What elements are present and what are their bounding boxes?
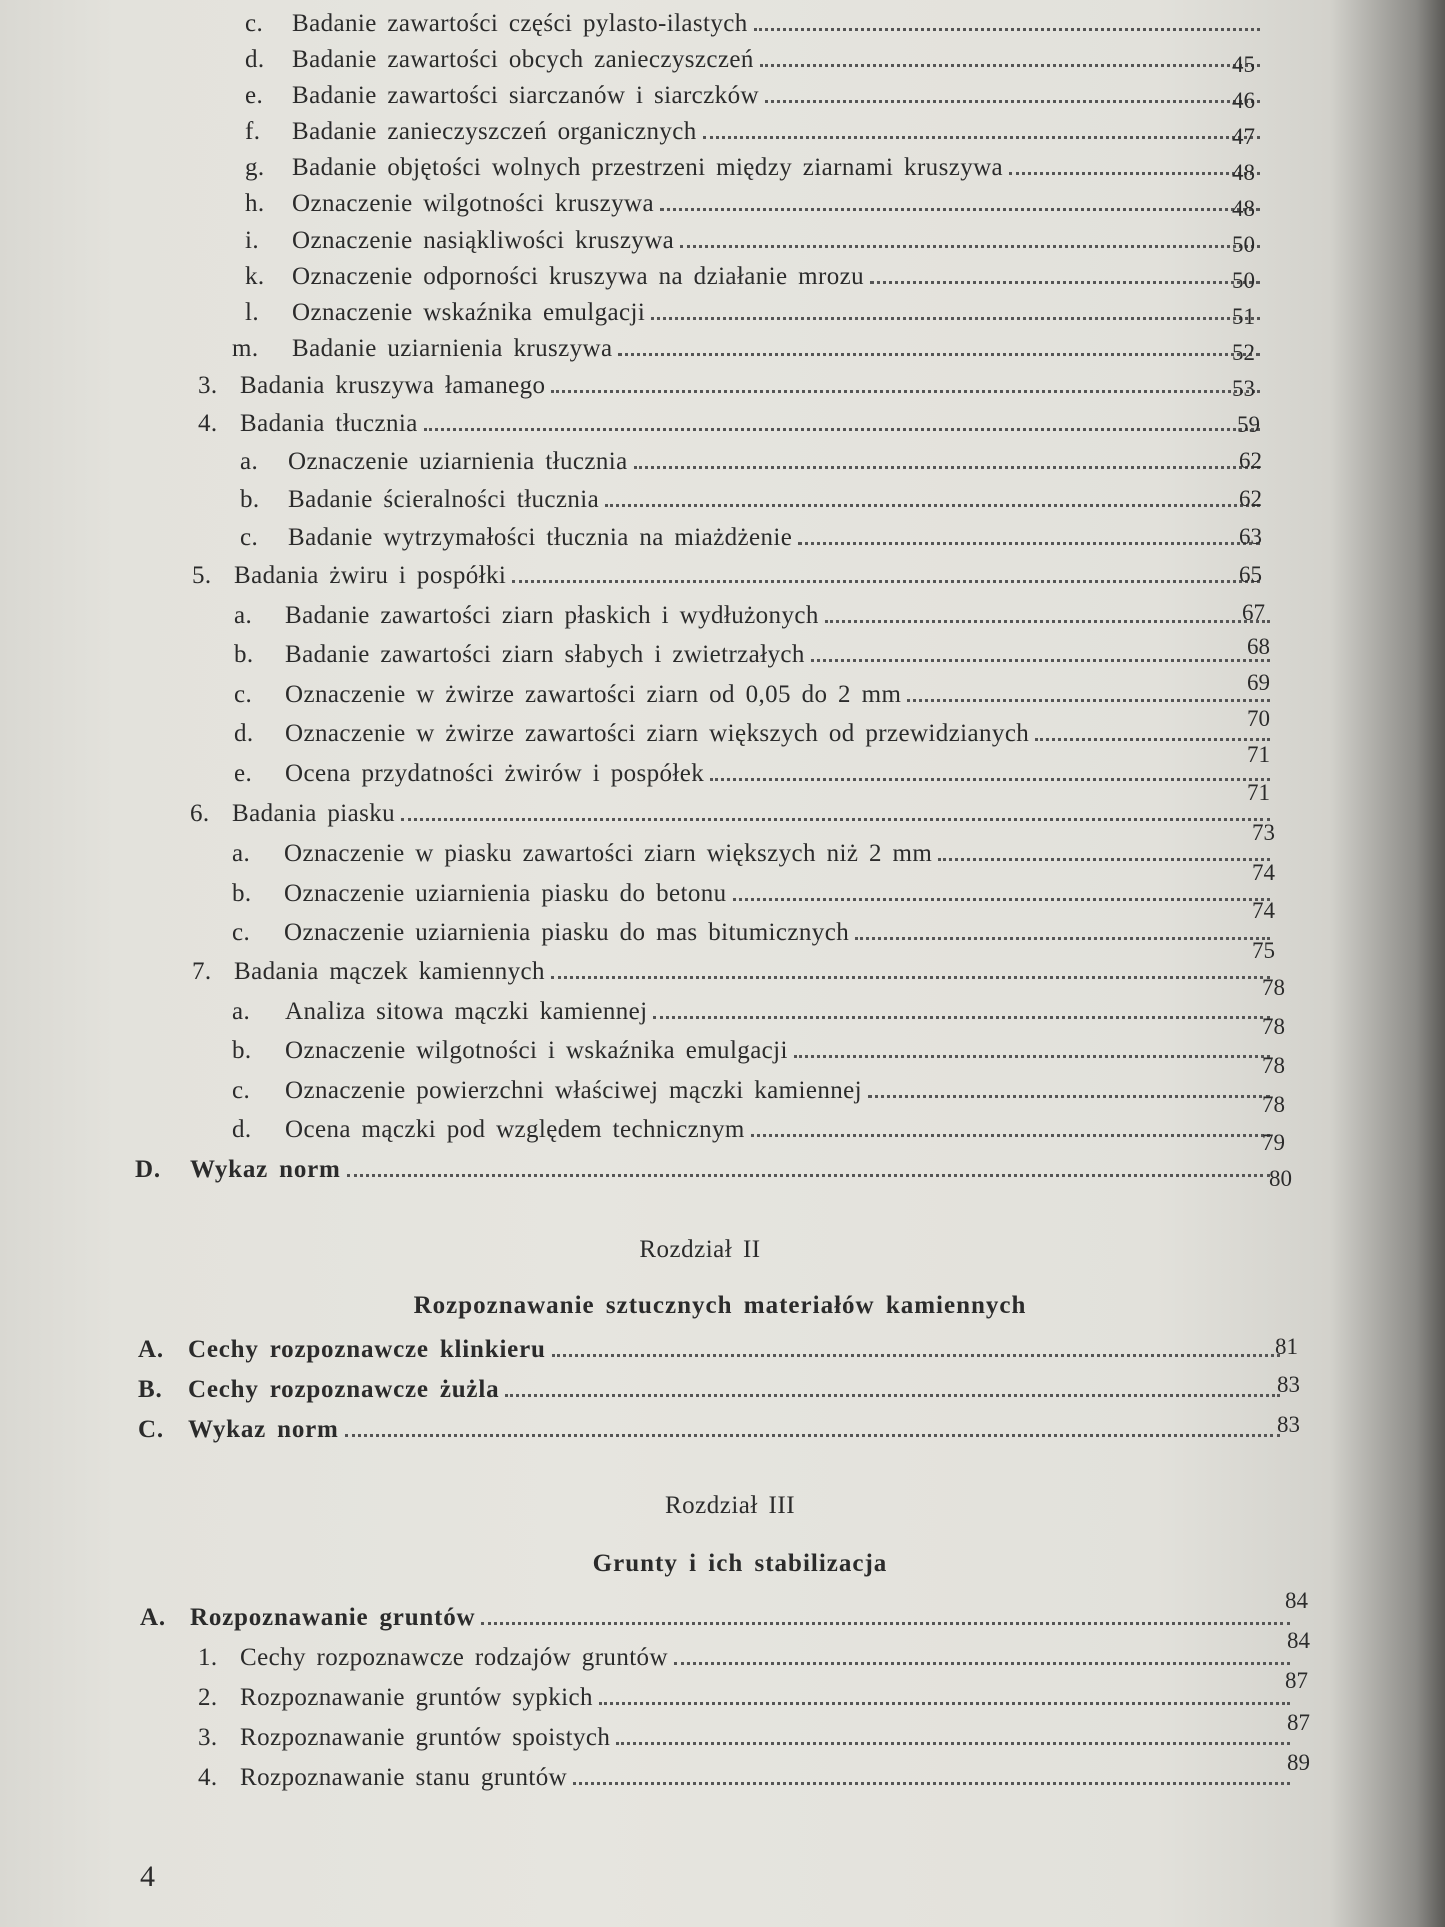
toc-entry-marker: c.: [245, 10, 264, 37]
toc-entry-text: Oznaczenie uziarnienia tłucznia: [288, 448, 628, 475]
dot-leader: [401, 818, 1270, 821]
toc-entry-marker: c.: [232, 919, 251, 946]
toc-entry-marker: i.: [245, 227, 259, 254]
dot-leader: [754, 28, 1260, 31]
toc-entry-marker: b.: [232, 880, 252, 907]
toc-page-number: 79: [1262, 1130, 1285, 1155]
toc-entry-text: Oznaczenie nasiąkliwości kruszywa: [292, 227, 675, 254]
toc-entry-marker: A.: [138, 1336, 164, 1363]
dot-leader: [505, 1394, 1280, 1397]
toc-entry-text: Wykaz norm: [188, 1416, 339, 1443]
toc-page-number: 69: [1247, 670, 1270, 695]
toc-entry: [192, 958, 1270, 998]
toc-entry: [232, 1077, 1270, 1117]
dot-leader: [618, 353, 1260, 356]
toc-page-number: 67: [1242, 600, 1265, 625]
toc-entry: [140, 1604, 1290, 1644]
toc-entry: [234, 760, 1270, 800]
chapter-2-title: Rozpoznawanie sztucznych materiałów kamiennych: [413, 1292, 1027, 1319]
toc-entry: [234, 720, 1270, 760]
toc-entry-text: Ocena mączki pod względem technicznym: [285, 1116, 745, 1143]
toc-entry: [234, 681, 1270, 721]
toc-entry-text: Oznaczenie uziarnienia piasku do betonu: [284, 880, 727, 907]
toc-entry-marker: 5.: [192, 562, 212, 589]
toc-entry-text: Ocena przydatności żwirów i pospółek: [285, 760, 705, 787]
toc-entry-marker: b.: [240, 486, 260, 513]
toc-entry-text: Analiza sitowa mączki kamiennej: [285, 998, 648, 1025]
toc-entry-text: Oznaczenie wskaźnika emulgacji: [292, 299, 646, 326]
toc-entry-marker: A.: [140, 1604, 166, 1631]
toc-entry-text: Cechy rozpoznawcze żużla: [188, 1376, 500, 1403]
toc-entry: [135, 1156, 1270, 1196]
toc-entry-text: Rozpoznawanie gruntów sypkich: [240, 1684, 593, 1711]
toc-entry: [245, 46, 1260, 86]
toc-entry: [245, 190, 1260, 230]
dot-leader: [345, 1434, 1280, 1437]
toc-page-number: 78: [1262, 1092, 1285, 1117]
toc-entry-marker: 3.: [198, 372, 218, 399]
dot-leader: [765, 100, 1260, 103]
toc-page-number: 78: [1262, 975, 1285, 1000]
dot-leader: [660, 208, 1260, 211]
toc-entry-marker: 4.: [198, 410, 218, 437]
dot-leader: [680, 245, 1260, 248]
dot-leader: [616, 1742, 1290, 1745]
toc-entry-text: Cechy rozpoznawcze klinkieru: [188, 1336, 546, 1363]
toc-entry-marker: C.: [138, 1416, 164, 1443]
toc-page-number: 74: [1252, 898, 1275, 923]
dot-leader: [751, 1134, 1270, 1137]
toc-entry: [232, 880, 1270, 920]
dot-leader: [512, 580, 1260, 583]
toc-entry-text: Rozpoznawanie stanu gruntów: [240, 1764, 568, 1791]
dot-leader: [855, 937, 1270, 940]
toc-page-number: 80: [1269, 1166, 1292, 1191]
toc-entry-text: Badanie objętości wolnych przestrzeni między ziarnami kruszywa: [292, 154, 1004, 181]
toc-entry: [234, 641, 1270, 681]
toc-entry-text: Oznaczenie wilgotności kruszywa: [292, 190, 654, 217]
toc-page-number: 83: [1277, 1372, 1300, 1397]
toc-entry-marker: b.: [232, 1037, 252, 1064]
toc-entry-text: Oznaczenie uziarnienia piasku do mas bitumicznych: [284, 919, 850, 946]
toc-page-number: 51: [1232, 304, 1255, 329]
toc-entry-marker: 4.: [198, 1764, 218, 1791]
toc-entry: [240, 448, 1260, 488]
toc-page-number: 81: [1275, 1334, 1298, 1359]
dot-leader: [798, 542, 1260, 545]
dot-leader: [605, 504, 1260, 507]
toc-page-number: 87: [1287, 1710, 1310, 1735]
toc-page-number: 50: [1232, 268, 1255, 293]
toc-page-number: 89: [1287, 1750, 1310, 1775]
dot-leader: [634, 466, 1260, 469]
toc-page-number: 78: [1262, 1014, 1285, 1039]
chapter-3-label: Rozdział III: [664, 1492, 796, 1519]
toc-page-number: 74: [1252, 860, 1275, 885]
dot-leader: [653, 1016, 1270, 1019]
toc-page-number: 62: [1239, 448, 1262, 473]
dot-leader: [703, 136, 1260, 139]
toc-page-number: 83: [1277, 1412, 1300, 1437]
toc-page-number: 63: [1239, 524, 1262, 549]
toc-entry-marker: 6.: [190, 800, 210, 827]
toc-page-number: 75: [1252, 938, 1275, 963]
toc-entry-marker: c.: [240, 524, 259, 551]
toc-entry: [245, 263, 1260, 303]
toc-entry-marker: d.: [234, 720, 254, 747]
toc-entry: [245, 299, 1260, 339]
toc-entry: [232, 998, 1270, 1038]
toc-entry-text: Badania tłucznia: [240, 410, 418, 437]
chapter-3-title: Grunty i ich stabilizacja: [592, 1550, 888, 1577]
toc-page-number: 48: [1232, 196, 1255, 221]
toc-entry: [138, 1416, 1280, 1456]
dot-leader: [794, 1055, 1270, 1058]
toc-entry: [232, 919, 1270, 959]
dot-leader: [651, 317, 1260, 320]
dot-leader: [674, 1662, 1290, 1665]
toc-page-number: 84: [1285, 1588, 1308, 1613]
toc-entry-marker: d.: [245, 46, 265, 73]
toc-entry-marker: c.: [232, 1077, 251, 1104]
toc-entry-marker: l.: [245, 299, 259, 326]
toc-entry-text: Oznaczenie wilgotności i wskaźnika emulgacji: [285, 1037, 788, 1064]
toc-entry-text: Badanie zawartości obcych zanieczyszczeń: [292, 46, 754, 73]
dot-leader: [811, 659, 1270, 662]
toc-entry: [138, 1376, 1280, 1416]
dot-leader: [481, 1622, 1290, 1625]
chapter-2-label: Rozdział II: [639, 1236, 761, 1263]
toc-entry-text: Oznaczenie w piasku zawartości ziarn większych niż 2 mm: [284, 840, 933, 867]
dot-leader: [710, 778, 1270, 781]
toc-page-number: 48: [1232, 160, 1255, 185]
toc-entry-marker: 2.: [198, 1684, 218, 1711]
toc-entry-marker: 7.: [192, 958, 212, 985]
toc-entry-marker: f.: [245, 118, 261, 145]
toc-entry-marker: B.: [138, 1376, 163, 1403]
toc-entry-text: Badanie wytrzymałości tłucznia na miażdżenie: [288, 524, 793, 551]
toc-entry-text: Badanie uziarnienia kruszywa: [292, 335, 613, 362]
toc-entry: [192, 562, 1260, 602]
toc-entry-marker: e.: [234, 760, 253, 787]
toc-entry-text: Badania kruszywa łamanego: [240, 372, 546, 399]
dot-leader: [551, 390, 1260, 393]
toc-entry: [232, 840, 1270, 880]
toc-page-number: 84: [1287, 1628, 1310, 1653]
toc-page-number: 50: [1232, 232, 1255, 257]
dot-leader: [825, 620, 1270, 623]
toc-page-number: 46: [1232, 88, 1255, 113]
toc-entry-marker: b.: [234, 641, 254, 668]
toc-entry-text: Badanie zawartości ziarn płaskich i wydłużonych: [285, 602, 819, 629]
toc-entry-text: Rozpoznawanie gruntów spoistych: [240, 1724, 611, 1751]
toc-entry: [245, 82, 1260, 122]
toc-entry-marker: m.: [232, 335, 259, 362]
toc-entry-marker: e.: [245, 82, 264, 109]
toc-entry-text: Oznaczenie w żwirze zawartości ziarn od 0,05 do 2 mm: [285, 681, 902, 708]
toc-page-number: 62: [1239, 486, 1262, 511]
toc-entry-text: Oznaczenie odporności kruszywa na działanie mrozu: [292, 263, 865, 290]
toc-entry-marker: a.: [234, 602, 253, 629]
toc-entry: [190, 800, 1270, 840]
toc-entry-marker: g.: [245, 154, 265, 181]
toc-entry: [198, 1644, 1290, 1684]
toc-entry-text: Rozpoznawanie gruntów: [190, 1604, 476, 1631]
dot-leader: [760, 64, 1260, 67]
toc-entry-text: Wykaz norm: [190, 1156, 341, 1183]
toc-page-number: 47: [1232, 124, 1255, 149]
toc-entry-marker: a.: [232, 998, 251, 1025]
toc-entry-text: Badanie zawartości ziarn słabych i zwietrzałych: [285, 641, 805, 668]
dot-leader: [551, 976, 1270, 979]
toc-entry-text: Badanie zawartości części pylasto-ilastych: [292, 10, 748, 37]
dot-leader: [1035, 738, 1270, 741]
toc-entry-text: Badania żwiru i pospółki: [234, 562, 507, 589]
toc-entry: [198, 1724, 1290, 1764]
toc-entry-marker: 1.: [198, 1644, 218, 1671]
toc-entry-marker: h.: [245, 190, 265, 217]
dot-leader: [868, 1095, 1270, 1098]
toc-entry: [198, 1764, 1290, 1804]
toc-page-number: 68: [1247, 634, 1270, 659]
toc-entry: [234, 602, 1270, 642]
toc-page-number: 70: [1247, 706, 1270, 731]
toc-page-number: 87: [1285, 1668, 1308, 1693]
toc-page-number: 73: [1252, 820, 1275, 845]
toc-page-number: 52: [1232, 340, 1255, 365]
toc-entry-marker: a.: [232, 840, 251, 867]
dot-leader: [907, 699, 1270, 702]
toc-entry-text: Oznaczenie w żwirze zawartości ziarn większych od przewidzianych: [285, 720, 1030, 747]
toc-page-number: 53: [1232, 376, 1255, 401]
toc-entry-text: Oznaczenie powierzchni właściwej mączki kamiennej: [285, 1077, 863, 1104]
toc-entry-marker: c.: [234, 681, 253, 708]
dot-leader: [573, 1782, 1290, 1785]
toc-entry-text: Badanie zanieczyszczeń organicznych: [292, 118, 697, 145]
toc-entry-marker: D.: [135, 1156, 161, 1183]
toc-entry: [245, 118, 1260, 158]
toc-entry: [240, 524, 1260, 564]
toc-page-number: 65: [1239, 562, 1262, 587]
toc-entry: [245, 10, 1260, 50]
toc-entry: [138, 1336, 1280, 1376]
dot-leader: [733, 898, 1270, 901]
toc-entry: [232, 1116, 1270, 1156]
toc-entry: [198, 1684, 1290, 1724]
dot-leader: [599, 1702, 1290, 1705]
page-folio: 4: [140, 1860, 155, 1893]
dot-leader: [424, 428, 1260, 431]
toc-entry-marker: d.: [232, 1116, 252, 1143]
toc-entry: [232, 335, 1260, 375]
toc-entry-text: Badanie zawartości siarczanów i siarczków: [292, 82, 759, 109]
toc-entry-text: Badania piasku: [232, 800, 396, 827]
toc-page-number: 59: [1237, 412, 1260, 437]
toc-entry: [198, 410, 1260, 450]
toc-page-number: 78: [1262, 1053, 1285, 1078]
toc-entry: [245, 227, 1260, 267]
toc-page-number: 71: [1247, 742, 1270, 767]
toc-entry-text: Cechy rozpoznawcze rodzajów gruntów: [240, 1644, 668, 1671]
toc-entry-text: Badanie ścieralności tłucznia: [288, 486, 600, 513]
toc-page-number: 45: [1232, 52, 1255, 77]
toc-entry-marker: k.: [245, 263, 265, 290]
toc-entry: [198, 372, 1260, 412]
toc-entry: [245, 154, 1260, 194]
dot-leader: [552, 1354, 1280, 1357]
toc-entry: [232, 1037, 1270, 1077]
toc-entry-text: Badania mączek kamiennych: [234, 958, 545, 985]
toc-page-number: 71: [1247, 780, 1270, 805]
toc-entry-marker: 3.: [198, 1724, 218, 1751]
toc-entry: [240, 486, 1260, 526]
dot-leader: [347, 1174, 1270, 1177]
toc-entry-marker: a.: [240, 448, 259, 475]
